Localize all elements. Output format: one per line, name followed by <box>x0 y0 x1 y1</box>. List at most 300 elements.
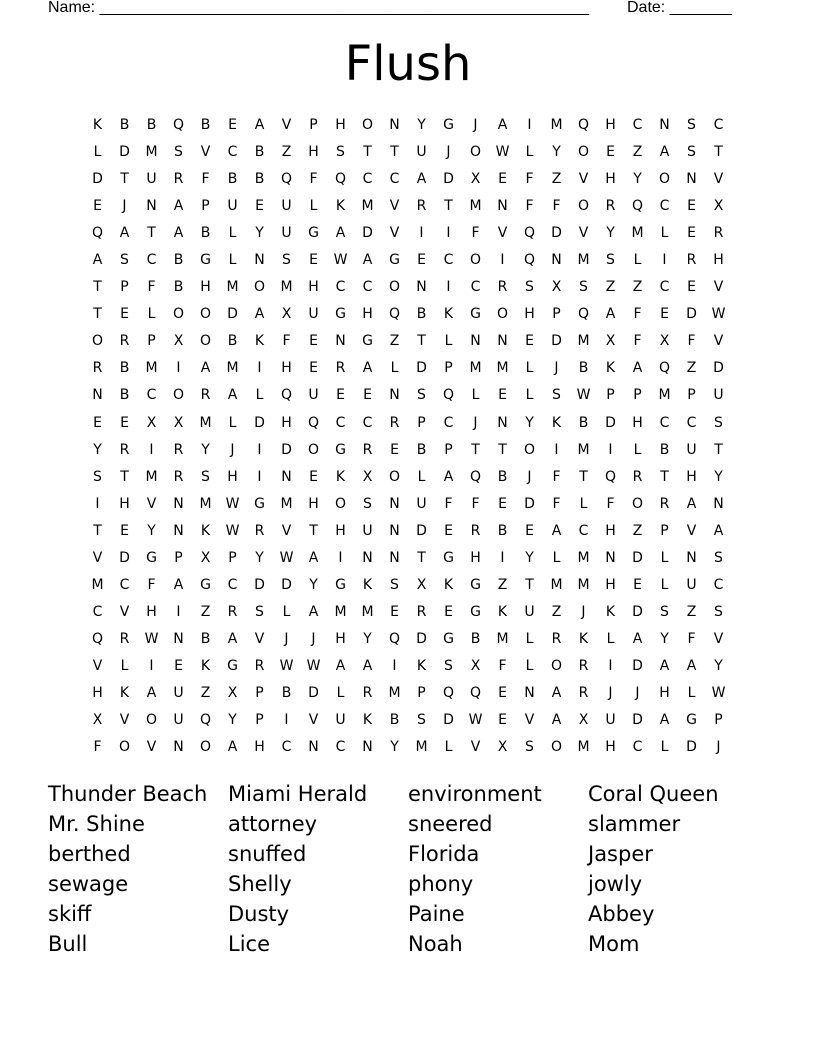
grid-row <box>84 382 732 409</box>
grid-letter: I <box>176 360 181 377</box>
grid-letter: N <box>497 333 508 350</box>
grid-letter: Y <box>525 414 534 431</box>
grid-letter: E <box>525 333 534 350</box>
grid-letter: G <box>470 306 481 323</box>
grid-letter: E <box>390 441 399 458</box>
grid-letter: P <box>201 198 210 215</box>
grid-letter: R <box>659 495 670 512</box>
grid-letter: Y <box>525 549 534 566</box>
grid-letter: T <box>471 441 480 458</box>
grid-letter: Q <box>280 387 293 404</box>
date-field-label: Date: _______ <box>627 0 732 16</box>
grid-letter: D <box>551 225 562 242</box>
grid-letter: I <box>95 495 100 512</box>
grid-letter: V <box>713 630 724 647</box>
grid-letter: P <box>606 387 615 404</box>
grid-letter: C <box>335 279 346 296</box>
grid-letter: L <box>660 225 669 242</box>
grid-letter: N <box>416 279 427 296</box>
grid-letter: Z <box>605 279 616 296</box>
grid-letter: S <box>390 576 399 593</box>
grid-letter: N <box>389 495 400 512</box>
grid-letter: K <box>443 306 454 323</box>
grid-letter: Y <box>552 144 561 161</box>
grid-letter: F <box>525 171 534 188</box>
grid-letter: E <box>93 414 102 431</box>
grid-letter: H <box>335 630 346 647</box>
grid-letter: A <box>659 712 670 729</box>
grid-letter: C <box>362 171 373 188</box>
grid-row <box>84 680 732 707</box>
grid-letter: V <box>713 171 724 188</box>
grid-letter: K <box>605 360 616 377</box>
grid-letter: V <box>713 333 724 350</box>
word-bank-item: Dusty <box>228 902 290 926</box>
grid-letter: R <box>578 685 589 701</box>
grid-letter: N <box>281 468 292 485</box>
grid-letter: C <box>632 117 643 134</box>
grid-letter: H <box>254 739 265 756</box>
grid-letter: Q <box>388 630 401 647</box>
grid-letter: C <box>443 252 454 269</box>
grid-letter: W <box>495 144 510 161</box>
grid-letter: A <box>335 657 346 674</box>
grid-letter: N <box>389 387 400 404</box>
grid-letter: G <box>389 252 400 269</box>
grid-letter: H <box>92 685 103 701</box>
grid-row <box>84 491 732 518</box>
grid-letter: V <box>389 198 400 215</box>
grid-letter: D <box>119 144 130 161</box>
grid-letter: O <box>550 657 563 674</box>
grid-letter: X <box>146 414 157 431</box>
word-bank-item: slammer <box>588 812 681 836</box>
grid-letter: D <box>686 306 697 323</box>
grid-letter: A <box>227 630 238 647</box>
grid-letter: R <box>416 198 427 215</box>
grid-letter: I <box>446 279 451 296</box>
grid-letter: N <box>173 630 184 647</box>
grid-letter: O <box>469 252 482 269</box>
grid-letter: C <box>146 387 157 404</box>
grid-letter: R <box>551 630 562 647</box>
grid-letter: F <box>309 171 318 188</box>
grid-letter: M <box>469 198 482 215</box>
grid-letter: L <box>633 252 642 269</box>
grid-letter: P <box>417 685 426 701</box>
grid-letter: D <box>227 306 238 323</box>
grid-letter: A <box>551 522 562 539</box>
grid-letter: S <box>687 117 696 134</box>
grid-letter: R <box>605 198 616 215</box>
grid-letter: X <box>362 468 373 485</box>
grid-letter: P <box>309 117 318 134</box>
grid-letter: K <box>362 712 373 729</box>
grid-letter: Z <box>551 171 562 188</box>
grid-letter: E <box>687 279 696 296</box>
grid-letter: B <box>578 360 589 377</box>
grid-letter: G <box>227 657 238 674</box>
grid-letter: A <box>605 306 616 323</box>
grid-letter: H <box>335 522 346 539</box>
grid-letter: E <box>309 468 318 485</box>
grid-letter: B <box>281 685 292 701</box>
grid-letter: S <box>417 712 426 729</box>
grid-letter: M <box>226 360 239 377</box>
grid-letter: S <box>93 468 102 485</box>
grid-letter: O <box>307 441 320 458</box>
grid-letter: N <box>659 117 670 134</box>
grid-letter: T <box>390 144 399 161</box>
grid-letter: Z <box>200 685 211 701</box>
grid-letter: T <box>93 279 102 296</box>
grid-letter: E <box>660 306 669 323</box>
grid-letter: D <box>632 657 643 674</box>
grid-letter: I <box>662 252 667 269</box>
grid-letter: S <box>120 252 129 269</box>
grid-row <box>84 220 732 247</box>
grid-letter: R <box>713 225 724 242</box>
grid-letter: L <box>660 576 669 593</box>
grid-letter: A <box>227 387 238 404</box>
grid-letter: Q <box>91 225 104 242</box>
grid-letter: Q <box>523 252 536 269</box>
grid-letter: M <box>496 360 509 377</box>
grid-letter: A <box>416 171 427 188</box>
grid-letter: L <box>147 306 156 323</box>
grid-letter: G <box>443 117 454 134</box>
grid-letter: H <box>686 468 697 485</box>
grid-letter: P <box>552 306 561 323</box>
grid-row <box>84 193 732 220</box>
grid-letter: N <box>686 171 697 188</box>
grid-letter: A <box>551 712 562 729</box>
grid-letter: Q <box>334 171 347 188</box>
grid-letter: I <box>149 657 154 674</box>
grid-letter: O <box>199 739 212 756</box>
grid-letter: P <box>174 549 183 566</box>
grid-letter: N <box>605 549 616 566</box>
grid-letter: I <box>608 441 613 458</box>
grid-letter: E <box>687 198 696 215</box>
name-field-label: Name: _______________________________________________________ <box>48 0 589 16</box>
grid-letter: D <box>686 739 697 756</box>
grid-letter: P <box>687 387 696 404</box>
grid-letter: U <box>281 225 292 242</box>
grid-letter: E <box>498 685 507 701</box>
grid-letter: Y <box>255 225 264 242</box>
grid-letter: V <box>281 522 292 539</box>
grid-letter: U <box>146 171 157 188</box>
grid-letter: I <box>419 225 424 242</box>
grid-letter: H <box>146 603 157 620</box>
grid-letter: D <box>632 712 643 729</box>
grid-letter: H <box>605 522 616 539</box>
grid-letter: C <box>713 576 724 593</box>
grid-letter: M <box>226 279 239 296</box>
grid-letter: S <box>687 144 696 161</box>
grid-letter: M <box>577 549 590 566</box>
grid-letter: B <box>227 333 238 350</box>
grid-letter: L <box>579 495 588 512</box>
grid-letter: B <box>254 171 265 188</box>
grid-letter: U <box>308 387 319 404</box>
grid-letter: J <box>716 739 721 756</box>
grid-letter: V <box>200 144 211 161</box>
grid-letter: O <box>145 712 158 729</box>
grid-letter: Z <box>200 603 211 620</box>
grid-letter: U <box>686 441 697 458</box>
grid-letter: K <box>497 603 508 620</box>
grid-letter: L <box>282 603 291 620</box>
grid-letter: A <box>173 225 184 242</box>
grid-letter: Y <box>363 630 372 647</box>
grid-letter: Y <box>390 739 399 756</box>
grid-letter: Y <box>714 657 723 674</box>
grid-row <box>84 734 732 761</box>
grid-letter: F <box>687 333 696 350</box>
grid-letter: F <box>687 630 696 647</box>
grid-letter: Q <box>172 117 185 134</box>
grid-letter: G <box>200 576 211 593</box>
grid-letter: Q <box>523 225 536 242</box>
grid-letter: E <box>444 522 453 539</box>
word-bank-item: Noah <box>408 932 463 956</box>
grid-letter: M <box>361 603 374 620</box>
grid-letter: R <box>335 360 346 377</box>
word-bank-item: Shelly <box>228 872 292 896</box>
grid-letter: A <box>659 657 670 674</box>
grid-letter: M <box>577 441 590 458</box>
word-bank-item: phony <box>408 872 474 896</box>
grid-letter: K <box>254 333 265 350</box>
grid-letter: O <box>253 279 266 296</box>
grid-letter: P <box>255 712 264 729</box>
grid-letter: X <box>470 657 481 674</box>
grid-letter: R <box>173 171 184 188</box>
grid-letter: P <box>444 441 453 458</box>
grid-letter: P <box>714 712 723 729</box>
grid-letter: R <box>389 414 400 431</box>
grid-letter: W <box>279 549 294 566</box>
grid-letter: L <box>660 549 669 566</box>
grid-letter: K <box>335 198 346 215</box>
grid-letter: E <box>633 576 642 593</box>
grid-letter: D <box>416 360 427 377</box>
grid-letter: R <box>254 657 265 674</box>
grid-letter: A <box>92 252 103 269</box>
grid-letter: O <box>388 279 401 296</box>
grid-letter: B <box>578 414 589 431</box>
grid-letter: C <box>335 739 346 756</box>
grid-letter: O <box>469 144 482 161</box>
grid-letter: B <box>659 441 670 458</box>
grid-letter: R <box>416 603 427 620</box>
grid-letter: F <box>552 198 561 215</box>
grid-letter: R <box>173 468 184 485</box>
grid-letter: A <box>173 198 184 215</box>
grid-row <box>84 599 732 626</box>
grid-letter: E <box>498 171 507 188</box>
grid-letter: H <box>605 739 616 756</box>
word-bank-item: Jasper <box>588 842 653 866</box>
grid-letter: P <box>228 549 237 566</box>
grid-letter: U <box>686 576 697 593</box>
grid-letter: G <box>335 441 346 458</box>
grid-letter: H <box>308 495 319 512</box>
grid-letter: E <box>498 712 507 729</box>
word-bank-item: Thunder Beach <box>48 782 208 806</box>
grid-letter: Q <box>469 468 482 485</box>
grid-letter: E <box>417 252 426 269</box>
grid-letter: I <box>500 549 505 566</box>
grid-letter: D <box>713 360 724 377</box>
word-bank-item: Coral Queen <box>588 782 719 806</box>
grid-letter: H <box>119 495 130 512</box>
word-bank-item: berthed <box>48 842 131 866</box>
grid-letter: Q <box>577 306 590 323</box>
grid-letter: S <box>336 144 345 161</box>
grid-letter: P <box>633 387 642 404</box>
grid-letter: M <box>91 576 104 593</box>
grid-letter: O <box>361 117 374 134</box>
grid-letter: Q <box>388 306 401 323</box>
grid-letter: E <box>120 414 129 431</box>
grid-letter: N <box>389 117 400 134</box>
word-bank-item: jowly <box>588 872 643 896</box>
grid-row <box>84 139 732 166</box>
grid-letter: J <box>608 685 613 701</box>
grid-letter: I <box>554 441 559 458</box>
grid-letter: Y <box>147 522 156 539</box>
grid-letter: A <box>200 360 211 377</box>
grid-letter: T <box>714 144 723 161</box>
grid-letter: Q <box>199 712 212 729</box>
grid-letter: L <box>633 441 642 458</box>
grid-letter: I <box>338 549 343 566</box>
grid-letter: H <box>470 549 481 566</box>
grid-letter: R <box>497 279 508 296</box>
grid-letter: D <box>119 549 130 566</box>
grid-letter: R <box>470 522 481 539</box>
grid-letter: Q <box>631 198 644 215</box>
grid-letter: M <box>631 225 644 242</box>
grid-row <box>84 274 732 301</box>
grid-row <box>84 572 732 599</box>
grid-letter: C <box>686 414 697 431</box>
grid-letter: L <box>309 198 318 215</box>
grid-letter: H <box>524 306 535 323</box>
grid-letter: U <box>308 306 319 323</box>
grid-letter: K <box>200 522 211 539</box>
grid-letter: Y <box>633 171 642 188</box>
grid-letter: T <box>93 306 102 323</box>
grid-letter: F <box>552 468 561 485</box>
grid-row <box>84 626 732 653</box>
grid-letter: B <box>416 441 427 458</box>
grid-letter: W <box>225 495 240 512</box>
grid-letter: E <box>498 387 507 404</box>
grid-letter: W <box>711 685 726 701</box>
grid-letter: V <box>254 630 265 647</box>
grid-letter: U <box>173 685 184 701</box>
grid-letter: D <box>632 549 643 566</box>
grid-letter: L <box>417 468 426 485</box>
grid-letter: U <box>605 712 616 729</box>
grid-letter: L <box>336 685 345 701</box>
grid-letter: F <box>93 739 102 756</box>
grid-letter: X <box>497 739 508 756</box>
grid-letter: C <box>335 414 346 431</box>
grid-letter: F <box>498 657 507 674</box>
grid-letter: C <box>389 171 400 188</box>
grid-letter: M <box>577 252 590 269</box>
grid-letter: B <box>119 360 130 377</box>
grid-letter: B <box>497 522 508 539</box>
grid-letter: H <box>605 117 616 134</box>
word-bank-item: Paine <box>408 902 465 926</box>
grid-letter: Z <box>686 360 697 377</box>
grid-letter: P <box>417 414 426 431</box>
grid-letter: P <box>444 360 453 377</box>
grid-letter: L <box>255 387 264 404</box>
grid-row <box>84 301 732 328</box>
grid-letter: B <box>200 225 211 242</box>
grid-letter: A <box>173 576 184 593</box>
grid-letter: H <box>659 685 670 701</box>
grid-letter: D <box>308 685 319 701</box>
grid-letter: L <box>687 685 696 701</box>
grid-letter: X <box>551 279 562 296</box>
grid-letter: L <box>444 739 453 756</box>
grid-letter: V <box>713 279 724 296</box>
grid-letter: B <box>119 387 130 404</box>
grid-letter: O <box>199 333 212 350</box>
grid-letter: N <box>254 252 265 269</box>
word-bank <box>48 780 788 960</box>
grid-letter: R <box>686 252 697 269</box>
grid-letter: O <box>388 468 401 485</box>
grid-letter: Z <box>686 603 697 620</box>
grid-letter: V <box>146 495 157 512</box>
grid-letter: F <box>444 495 453 512</box>
grid-letter: Y <box>606 225 615 242</box>
grid-letter: W <box>144 630 159 647</box>
grid-letter: N <box>389 522 400 539</box>
grid-letter: X <box>200 549 211 566</box>
grid-letter: Q <box>577 117 590 134</box>
grid-letter: V <box>497 225 508 242</box>
grid-row <box>84 328 732 355</box>
grid-letter: J <box>311 630 316 647</box>
grid-row <box>84 247 732 274</box>
grid-letter: N <box>335 333 346 350</box>
grid-letter: A <box>632 630 643 647</box>
grid-letter: E <box>687 225 696 242</box>
grid-letter: N <box>92 387 103 404</box>
page-title: Flush <box>344 36 472 92</box>
grid-letter: I <box>149 441 154 458</box>
grid-letter: K <box>362 576 373 593</box>
word-bank-item: Lice <box>228 932 270 956</box>
grid-letter: D <box>632 603 643 620</box>
grid-letter: Y <box>309 576 318 593</box>
grid-letter: A <box>713 522 724 539</box>
grid-letter: O <box>172 306 185 323</box>
grid-letter: E <box>498 495 507 512</box>
grid-letter: C <box>659 198 670 215</box>
grid-letter: K <box>551 414 562 431</box>
